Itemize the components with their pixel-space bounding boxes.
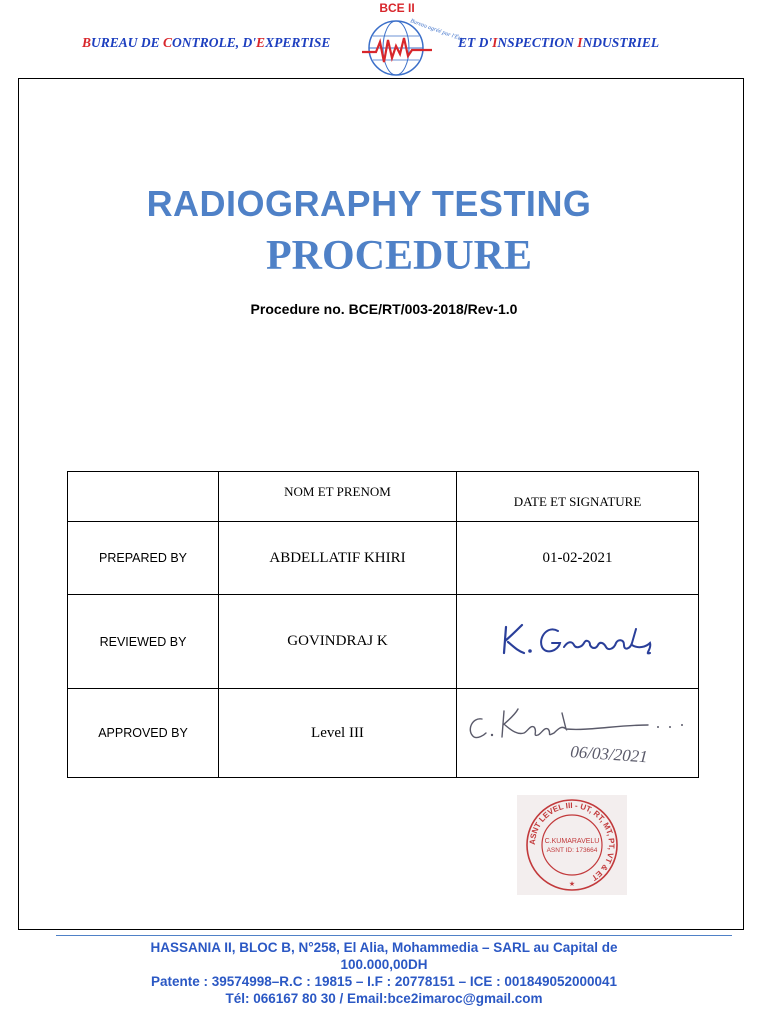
footer-divider bbox=[56, 935, 732, 936]
header-left-text bbox=[82, 35, 330, 51]
approver-signature-date: 06/03/2021 bbox=[569, 741, 648, 766]
header-word: UREAU DE bbox=[91, 35, 164, 50]
logo-arc-text: Bureau agréé par l'État bbox=[409, 18, 465, 44]
header-cap: E bbox=[256, 35, 266, 50]
page-header bbox=[0, 0, 768, 80]
stamp-name: C.KUMARAVELU bbox=[544, 838, 600, 845]
header-cap: C bbox=[163, 35, 173, 50]
table-header-date bbox=[457, 472, 699, 522]
table-row bbox=[68, 522, 699, 595]
header-word: NDUSTRIEL bbox=[582, 35, 660, 50]
header-word: XPERTISE bbox=[265, 35, 331, 50]
approver-signature bbox=[458, 691, 698, 771]
header-word: NSPECTION bbox=[497, 35, 578, 50]
footer-capital: 100.000,00DH bbox=[340, 957, 428, 972]
document-subtitle: PROCEDURE bbox=[265, 233, 532, 279]
name-cell: ABDELLATIF KHIRI bbox=[219, 522, 457, 595]
date-cell: 01-02-2021 bbox=[457, 522, 699, 595]
header-cap: I bbox=[577, 35, 583, 50]
table-row bbox=[68, 595, 699, 689]
header-date-label: DATE ET SIGNATURE bbox=[513, 494, 642, 509]
table-header-name bbox=[219, 472, 457, 522]
table-row bbox=[68, 689, 699, 778]
name-cell: Level III bbox=[219, 689, 457, 778]
name-cell: GOVINDRAJ K bbox=[219, 595, 457, 689]
table-header-empty bbox=[68, 472, 219, 522]
logo-brand: BCE II bbox=[379, 1, 415, 15]
approval-table bbox=[67, 471, 699, 778]
header-word: ET D' bbox=[458, 35, 493, 50]
header-cap: B bbox=[82, 35, 92, 50]
header-name-label: NOM ET PRENOM bbox=[284, 484, 391, 499]
role-cell: APPROVED BY bbox=[68, 689, 219, 778]
bce-logo bbox=[352, 0, 465, 80]
page-footer bbox=[0, 939, 768, 1007]
header-cap: I bbox=[492, 35, 498, 50]
signature-cell bbox=[457, 689, 699, 778]
footer-address: HASSANIA II, BLOC B, N°258, El Alia, Mohammedia – SARL au Capital de bbox=[150, 940, 618, 955]
stamp-ring-text: ASNT LEVEL III - UT, RT, MT, PT, VT & ET bbox=[527, 800, 617, 883]
table-header-row bbox=[68, 472, 699, 522]
header-right-text bbox=[458, 35, 659, 51]
certification-stamp bbox=[517, 795, 627, 895]
stamp-id: ASNT ID: 173664 bbox=[546, 847, 598, 854]
footer-registration: Patente : 39574998–R.C : 19815 – I.F : 20778151 – ICE : 001849052000041 bbox=[150, 974, 618, 989]
star-icon: ★ bbox=[568, 881, 576, 888]
role-cell: PREPARED BY bbox=[68, 522, 219, 595]
footer-contact: Tél: 066167 80 30 / Email:bce2imaroc@gmail.com bbox=[225, 991, 543, 1006]
document-title: RADIOGRAPHY TESTING bbox=[146, 183, 592, 224]
procedure-number: Procedure no. BCE/RT/003-2018/Rev-1.0 bbox=[250, 301, 518, 317]
role-cell: REVIEWED BY bbox=[68, 595, 219, 689]
header-word: ONTROLE, D' bbox=[172, 35, 257, 50]
signature-cell bbox=[457, 595, 699, 689]
reviewer-signature bbox=[478, 609, 678, 669]
stamp-seal bbox=[517, 795, 627, 895]
